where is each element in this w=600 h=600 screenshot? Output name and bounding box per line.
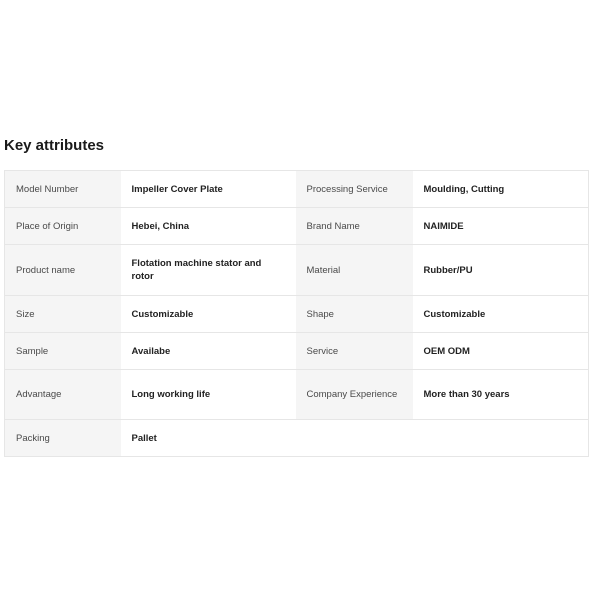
attributes-table (4, 170, 589, 457)
attribute-value: More than 30 years (413, 370, 589, 420)
attribute-label: Place of Origin (5, 208, 121, 245)
attribute-label: Processing Service (296, 171, 413, 208)
empty-cell (413, 420, 589, 457)
attribute-label: Service (296, 333, 413, 370)
table-row (5, 171, 589, 208)
empty-cell (296, 420, 413, 457)
attribute-value: Pallet (121, 420, 296, 457)
table-row (5, 420, 589, 457)
attribute-label: Product name (5, 245, 121, 296)
attribute-label: Advantage (5, 370, 121, 420)
table-row (5, 296, 589, 333)
table-row (5, 333, 589, 370)
attribute-label: Shape (296, 296, 413, 333)
attribute-value: Long working life (121, 370, 296, 420)
key-attributes-section (4, 136, 588, 457)
attribute-label: Sample (5, 333, 121, 370)
attribute-value: Moulding, Cutting (413, 171, 589, 208)
attribute-label: Company Experience (296, 370, 413, 420)
table-row (5, 245, 589, 296)
attribute-value: Rubber/PU (413, 245, 589, 296)
section-title: Key attributes (4, 137, 105, 154)
attribute-value: Flotation machine stator and rotor (121, 245, 296, 296)
attribute-label: Model Number (5, 171, 121, 208)
attribute-value: Availabe (121, 333, 296, 370)
attribute-label: Packing (5, 420, 121, 457)
attribute-label: Brand Name (296, 208, 413, 245)
attribute-label: Material (296, 245, 413, 296)
attribute-value: Customizable (413, 296, 589, 333)
attribute-value: OEM ODM (413, 333, 589, 370)
attribute-value: Hebei, China (121, 208, 296, 245)
attribute-value: Customizable (121, 296, 296, 333)
attribute-value: NAIMIDE (413, 208, 589, 245)
table-row (5, 370, 589, 420)
attribute-value: Impeller Cover Plate (121, 171, 296, 208)
table-row (5, 208, 589, 245)
attribute-label: Size (5, 296, 121, 333)
